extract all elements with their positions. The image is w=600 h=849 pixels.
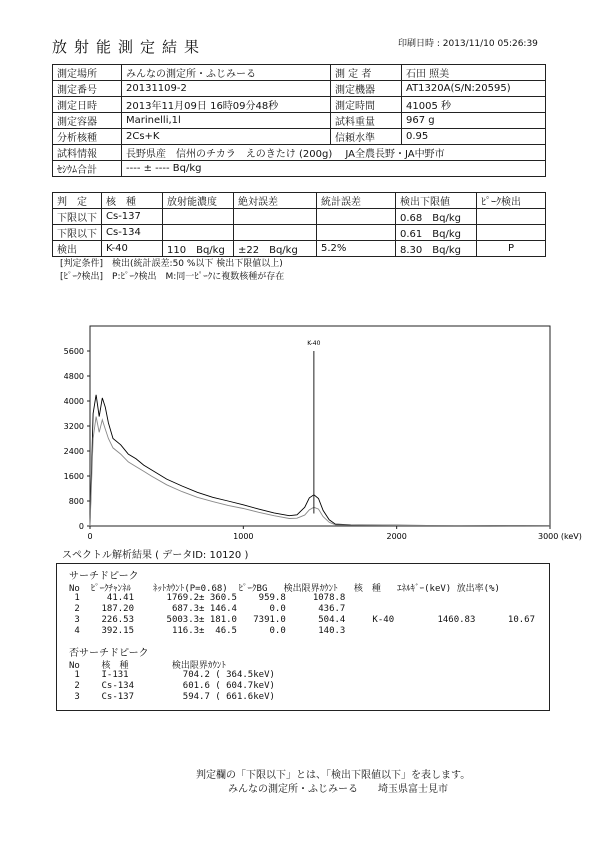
info-value: ---- ± ---- Bq/kg bbox=[122, 161, 546, 177]
cell: Cs-137 bbox=[102, 209, 163, 225]
y-tick-label: 4000 bbox=[63, 397, 84, 406]
info-row bbox=[53, 97, 546, 113]
table-row bbox=[53, 241, 546, 257]
nonsearch-peak-label: 否サーチドピーク bbox=[69, 648, 149, 659]
judgement-condition: [判定条件] 検出(統計誤差:50 %以下 検出下限値以上) bbox=[60, 259, 283, 269]
info-key: 試料情報 bbox=[53, 145, 122, 161]
info-row bbox=[53, 81, 546, 97]
cell bbox=[317, 225, 396, 241]
y-tick-label: 5600 bbox=[63, 347, 84, 356]
results-header-row bbox=[53, 193, 546, 209]
list-item: 4 392.15 116.3± 46.5 0.0 140.3 bbox=[69, 626, 346, 636]
measurement-info-table bbox=[52, 64, 546, 177]
x-tick-label: 2000 bbox=[386, 532, 407, 541]
col-header: 検出下限値 bbox=[396, 193, 477, 209]
plot-frame bbox=[90, 326, 550, 526]
info-value: 41005 秒 bbox=[402, 97, 546, 113]
peak-detection-note: [ﾋﾟｰｸ検出] P:ﾋﾟｰｸ検出 M:同一ﾋﾟｰｸに複数核種が存在 bbox=[60, 272, 285, 282]
info-value: 石田 照美 bbox=[402, 65, 546, 81]
x-tick-label: 1000 bbox=[233, 532, 254, 541]
info-value: 967 g bbox=[402, 113, 546, 129]
cell bbox=[163, 209, 234, 225]
info-value: 長野県産 信州のチカラ えのきたけ (200g) JA全農長野・JA中野市 bbox=[122, 145, 546, 161]
list-item: 1 I-131 704.2 ( 364.5keV) bbox=[69, 670, 275, 680]
cell bbox=[477, 209, 546, 225]
cell: Cs-134 bbox=[102, 225, 163, 241]
cell: P bbox=[477, 241, 546, 257]
col-header: 統計誤差 bbox=[317, 193, 396, 209]
info-key: 測定番号 bbox=[53, 81, 122, 97]
cell bbox=[234, 209, 317, 225]
info-value: 2013年11月09日 16時09分48秒 bbox=[122, 97, 331, 113]
annotation-label: K-40 bbox=[307, 340, 321, 347]
cell: K-40 bbox=[102, 241, 163, 257]
y-tick-label: 800 bbox=[68, 497, 84, 506]
info-row-sample bbox=[53, 145, 546, 161]
footer-org: みんなの測定所・ふじみーる 埼玉県富士見市 bbox=[228, 784, 448, 795]
info-key: 測定機器 bbox=[331, 81, 402, 97]
x-tick-label: 3000 (keV) bbox=[538, 532, 582, 541]
cell bbox=[234, 225, 317, 241]
y-tick-label: 0 bbox=[78, 522, 84, 531]
list-item: 1 41.41 1769.2± 360.5 959.8 1078.8 bbox=[69, 593, 346, 603]
cell: 110 Bq/kg bbox=[163, 241, 234, 257]
cell: 8.30 Bq/kg bbox=[396, 241, 477, 257]
cell: 0.68 Bq/kg bbox=[396, 209, 477, 225]
y-tick-label: 4800 bbox=[63, 372, 84, 381]
y-tick-label: 3200 bbox=[63, 422, 84, 431]
info-key: 測定時間 bbox=[331, 97, 402, 113]
info-key: 分析核種 bbox=[53, 129, 122, 145]
nonsearch-peak-header: No 核 種 検出限界ｶｳﾝﾄ bbox=[69, 661, 226, 671]
cell: 下限以下 bbox=[53, 209, 102, 225]
peak-analysis-box bbox=[56, 563, 550, 711]
spectrum-chart bbox=[30, 318, 582, 544]
info-value: Marinelli,1l bbox=[122, 113, 331, 129]
info-value: 0.95 bbox=[402, 129, 546, 145]
info-value: みんなの測定所・ふじみーる bbox=[122, 65, 331, 81]
print-date: 印刷日時 : 2013/11/10 05:26:39 bbox=[398, 39, 538, 49]
table-row bbox=[53, 225, 546, 241]
list-item: 2 187.20 687.3± 146.4 0.0 436.7 bbox=[69, 604, 346, 614]
spectrum-analysis-title: スペクトル解析結果 ( データID: 10120 ) bbox=[62, 550, 249, 561]
info-key: 測 定 者 bbox=[331, 65, 402, 81]
info-key: 測定容器 bbox=[53, 113, 122, 129]
cell bbox=[477, 225, 546, 241]
y-tick-label: 1600 bbox=[63, 472, 84, 481]
table-row bbox=[53, 209, 546, 225]
col-header: 放射能濃度 bbox=[163, 193, 234, 209]
y-tick-label: 2400 bbox=[63, 447, 84, 456]
info-row bbox=[53, 129, 546, 145]
info-value: 20131109-2 bbox=[122, 81, 331, 97]
search-peak-label: サーチドピーク bbox=[69, 571, 139, 582]
x-tick-label: 0 bbox=[87, 532, 93, 541]
cell: ±22 Bq/kg bbox=[234, 241, 317, 257]
list-item: 3 226.53 5003.3± 181.0 7391.0 504.4 K-40 1460.83 10.67 bbox=[69, 615, 535, 625]
info-key: 信頼水準 bbox=[331, 129, 402, 145]
info-key: 試料重量 bbox=[331, 113, 402, 129]
cell bbox=[317, 209, 396, 225]
list-item: 3 Cs-137 594.7 ( 661.6keV) bbox=[69, 692, 275, 702]
footer-note: 判定欄の「下限以下」とは、「検出下限値以下」を表します。 bbox=[196, 770, 471, 781]
results-table bbox=[52, 192, 546, 257]
info-value: AT1320A(S/N:20595) bbox=[402, 81, 546, 97]
col-header: 核 種 bbox=[102, 193, 163, 209]
col-header: 絶対誤差 bbox=[234, 193, 317, 209]
cell bbox=[163, 225, 234, 241]
info-row-cesium bbox=[53, 161, 546, 177]
info-value: 2Cs+K bbox=[122, 129, 331, 145]
list-item: 2 Cs-134 601.6 ( 604.7keV) bbox=[69, 681, 275, 691]
info-row bbox=[53, 65, 546, 81]
cell: 5.2% bbox=[317, 241, 396, 257]
col-header: 判 定 bbox=[53, 193, 102, 209]
cell: 下限以下 bbox=[53, 225, 102, 241]
info-key: 測定日時 bbox=[53, 97, 122, 113]
page-title: 放射能測定結果 bbox=[52, 38, 207, 56]
search-peak-header: No ﾋﾟｰｸﾁｬﾝﾈﾙ ﾈｯﾄｶｳﾝﾄ(P=0.68) ﾋﾟｰｸBG 検出限界ｶｳﾝﾄ 核 種 ｴﾈﾙｷﾞｰ(keV) 放出率(%) bbox=[69, 584, 500, 594]
info-key: ｾｼｳﾑ合計 bbox=[53, 161, 122, 177]
cell: 0.61 Bq/kg bbox=[396, 225, 477, 241]
info-row bbox=[53, 113, 546, 129]
col-header: ﾋﾟｰｸ検出 bbox=[477, 193, 546, 209]
info-key: 測定場所 bbox=[53, 65, 122, 81]
cell: 検出 bbox=[53, 241, 102, 257]
